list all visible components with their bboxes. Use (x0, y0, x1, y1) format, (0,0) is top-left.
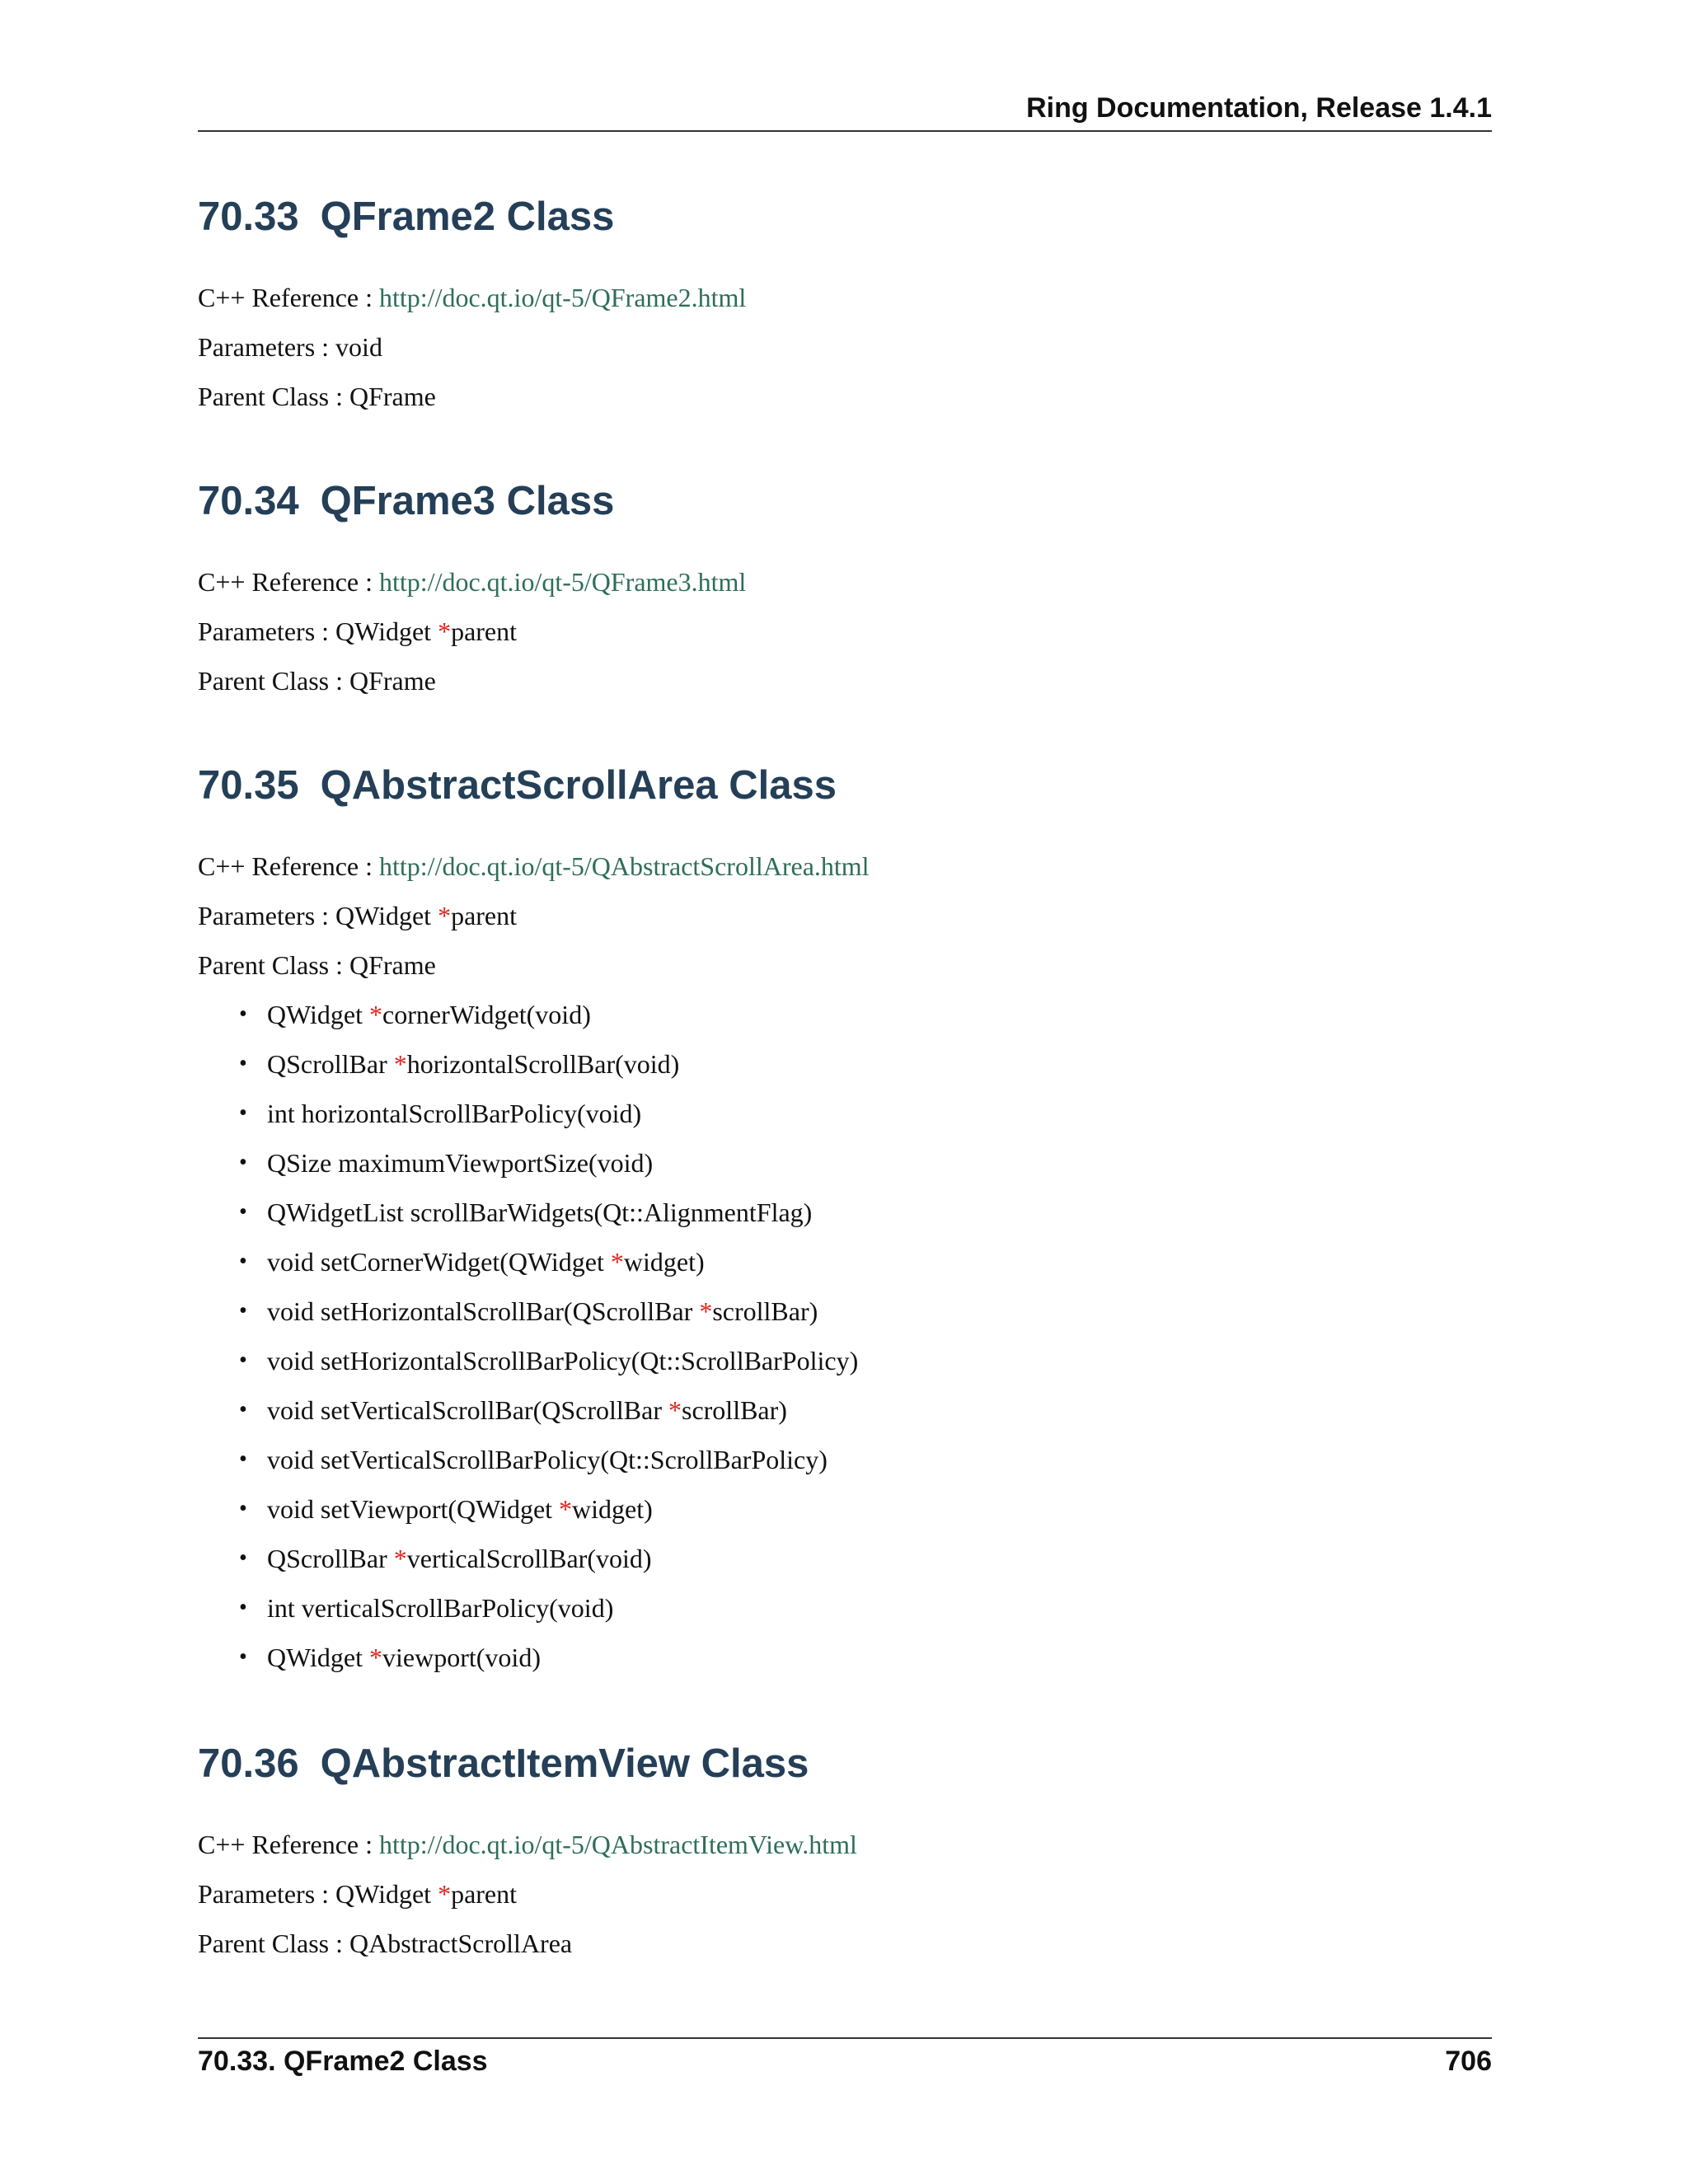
parent-value: QFrame (349, 950, 436, 980)
bullet-icon: • (239, 1397, 247, 1422)
parent-class-line (198, 656, 1492, 705)
method-item: • void setViewport(QWidget *widget) (239, 1484, 1492, 1534)
reference-link[interactable]: http://doc.qt.io/qt-5/QFrame3.html (379, 567, 747, 597)
parent-class-line (198, 372, 1492, 421)
bullet-icon: • (239, 1446, 247, 1472)
parameters-type: QWidget (335, 1879, 438, 1909)
parent-value: QFrame (349, 666, 436, 696)
section-title: QAbstractItemView Class (320, 1741, 809, 1786)
bullet-icon: • (239, 1051, 247, 1076)
parameters-label: Parameters : (198, 901, 336, 930)
section-title: QAbstractScrollArea Class (320, 763, 837, 808)
method-item: • QScrollBar *verticalScrollBar(void) (239, 1534, 1492, 1583)
page-footer (198, 2037, 1492, 2088)
method-item: • QScrollBar *horizontalScrollBar(void) (239, 1039, 1492, 1089)
parent-label: Parent Class : (198, 382, 349, 411)
parent-class-line (198, 940, 1492, 990)
parameters-name: parent (451, 616, 518, 646)
bullet-icon: • (239, 1001, 247, 1027)
parameters-line (198, 891, 1492, 940)
method-item: • void setHorizontalScrollBar(QScrollBar *scrollBar) (239, 1286, 1492, 1336)
section-qframe2 (198, 192, 1492, 421)
bullet-icon: • (239, 1496, 247, 1521)
pointer-star: * (393, 1049, 407, 1079)
parameters-label: Parameters : (198, 616, 336, 646)
pointer-star: * (559, 1494, 573, 1524)
section-qabstractitemview (198, 1739, 1492, 1968)
method-item: • QWidget *cornerWidget(void) (239, 990, 1492, 1039)
section-heading (198, 192, 1492, 241)
pointer-star: * (668, 1395, 682, 1425)
parameters-type: QWidget (335, 901, 438, 930)
pointer-star: * (438, 901, 452, 930)
reference-link[interactable]: http://doc.qt.io/qt-5/QAbstractItemView.html (379, 1830, 857, 1859)
bullet-icon: • (239, 1298, 247, 1324)
reference-label: C++ Reference : (198, 567, 379, 597)
section-title: QFrame3 Class (320, 479, 615, 523)
bullet-icon: • (239, 1545, 247, 1571)
parameters-line (198, 607, 1492, 656)
bullet-icon: • (239, 1595, 247, 1620)
parameters-name: parent (451, 901, 518, 930)
reference-link[interactable]: http://doc.qt.io/qt-5/QAbstractScrollArea.html (379, 851, 870, 881)
parent-label: Parent Class : (198, 1929, 349, 1958)
reference-line (198, 557, 1492, 607)
method-item: • void setVerticalScrollBar(QScrollBar *scrollBar) (239, 1385, 1492, 1435)
document-page (198, 0, 1492, 2184)
reference-link[interactable]: http://doc.qt.io/qt-5/QFrame2.html (379, 283, 747, 312)
method-item: • int horizontalScrollBarPolicy(void) (239, 1089, 1492, 1138)
page-number: 706 (1445, 2046, 1492, 2077)
method-item: • void setHorizontalScrollBarPolicy(Qt::ScrollBarPolicy) (239, 1336, 1492, 1385)
method-item: • QWidget *viewport(void) (239, 1633, 1492, 1682)
pointer-star: * (369, 1000, 383, 1029)
reference-label: C++ Reference : (198, 1830, 379, 1859)
section-number: 70.36 (198, 1741, 299, 1786)
parameters-label: Parameters : (198, 1879, 336, 1909)
parent-value: QFrame (349, 382, 436, 411)
pointer-star: * (438, 616, 452, 646)
bullet-icon: • (239, 1347, 247, 1373)
bullet-icon: • (239, 1150, 247, 1175)
section-heading (198, 476, 1492, 526)
section-title: QFrame2 Class (320, 194, 615, 239)
parameters-name: parent (451, 1879, 518, 1909)
parameters-type: QWidget (335, 616, 438, 646)
section-heading (198, 761, 1492, 810)
section-number: 70.33 (198, 194, 299, 239)
method-item: • void setCornerWidget(QWidget *widget) (239, 1237, 1492, 1286)
header-title: Ring Documentation, Release 1.4.1 (1026, 92, 1492, 124)
pointer-star: * (610, 1247, 624, 1277)
reference-line (198, 273, 1492, 322)
parameters-line (198, 322, 1492, 372)
method-item: • int verticalScrollBarPolicy(void) (239, 1583, 1492, 1633)
bullet-icon: • (239, 1100, 247, 1126)
parameters-label: Parameters : (198, 332, 336, 362)
method-item: • QWidgetList scrollBarWidgets(Qt::AlignmentFlag) (239, 1188, 1492, 1237)
parent-label: Parent Class : (198, 666, 349, 696)
section-number: 70.35 (198, 763, 299, 808)
page-header (198, 91, 1492, 132)
reference-label: C++ Reference : (198, 851, 379, 881)
parent-class-line (198, 1919, 1492, 1968)
method-list (198, 990, 1492, 1682)
parent-label: Parent Class : (198, 950, 349, 980)
reference-line (198, 1820, 1492, 1869)
reference-line (198, 841, 1492, 891)
section-heading (198, 1739, 1492, 1788)
section-qframe3 (198, 476, 1492, 705)
bullet-icon: • (239, 1644, 247, 1670)
section-number: 70.34 (198, 479, 299, 523)
bullet-icon: • (239, 1249, 247, 1274)
section-qabstractscrollarea (198, 761, 1492, 1682)
pointer-star: * (699, 1296, 713, 1326)
method-item: • void setVerticalScrollBarPolicy(Qt::ScrollBarPolicy) (239, 1435, 1492, 1484)
method-item: • QSize maximumViewportSize(void) (239, 1138, 1492, 1188)
parameters-value: void (335, 332, 382, 362)
parameters-line (198, 1869, 1492, 1919)
reference-label: C++ Reference : (198, 283, 379, 312)
bullet-icon: • (239, 1199, 247, 1225)
pointer-star: * (393, 1544, 407, 1573)
pointer-star: * (438, 1879, 452, 1909)
parent-value: QAbstractScrollArea (349, 1929, 573, 1958)
footer-section-title: 70.33. QFrame2 Class (198, 2046, 488, 2077)
pointer-star: * (369, 1643, 383, 1672)
